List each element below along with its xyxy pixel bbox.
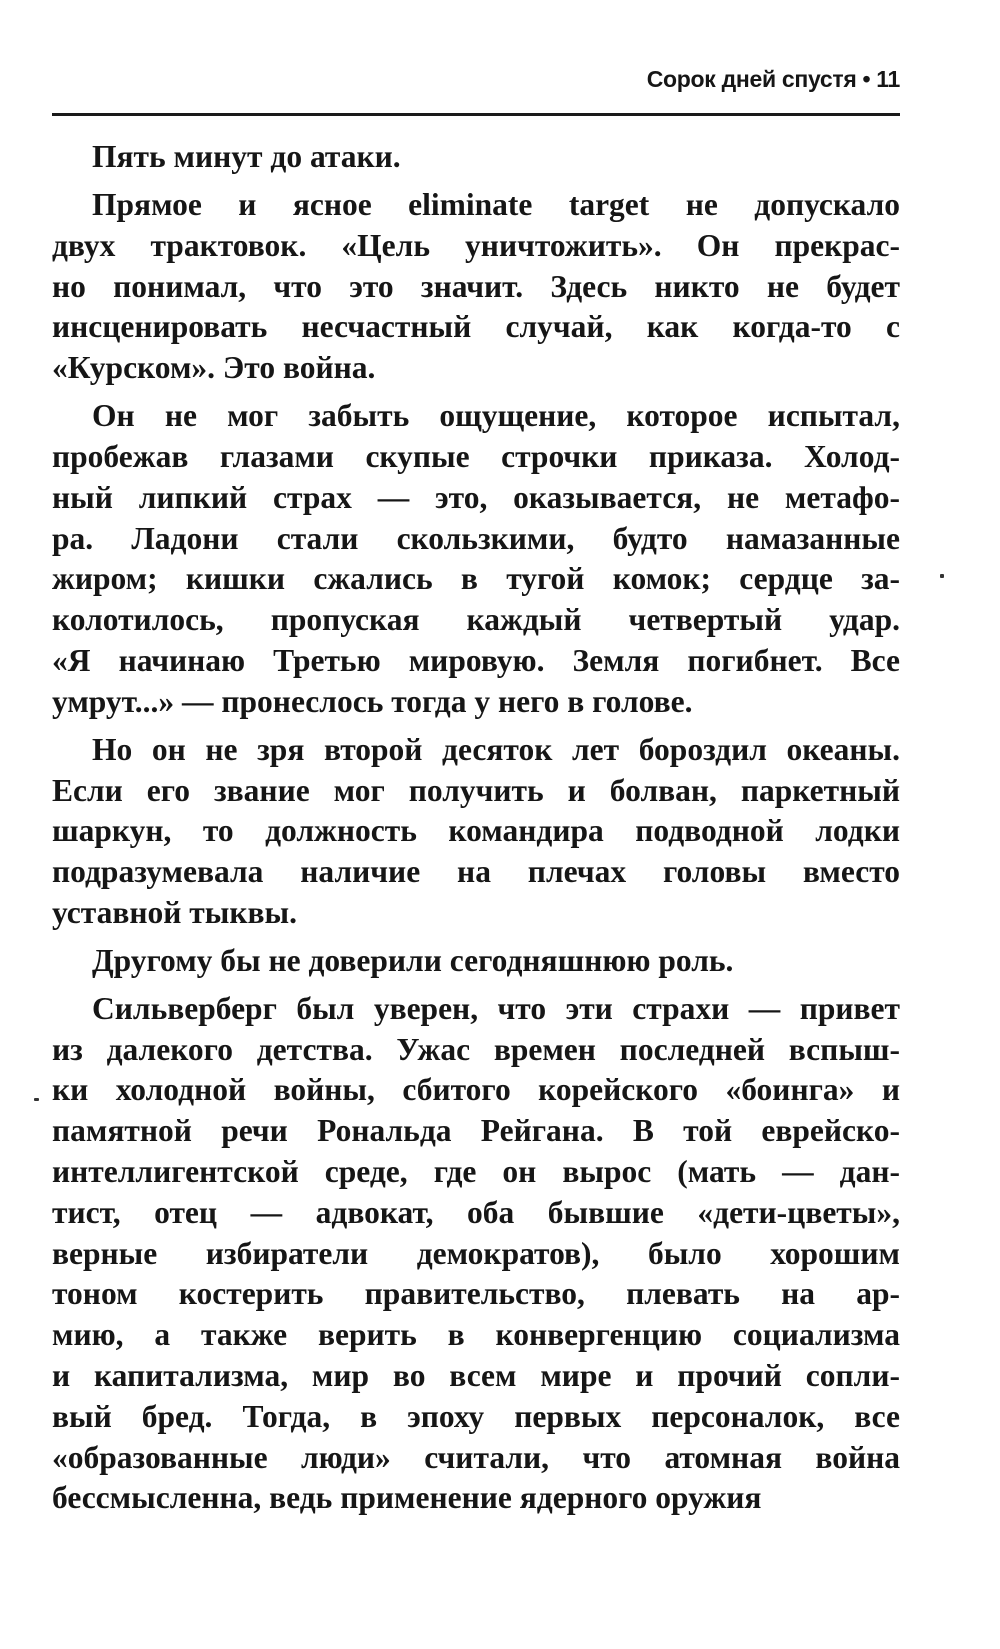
body-text bbox=[52, 137, 900, 1526]
text-line: «образованные люди» считали, что атомная война bbox=[52, 1439, 900, 1475]
text-line: уставной тыквы. bbox=[52, 894, 298, 930]
text-line: Прямое и ясное eliminate target не допускало bbox=[92, 186, 900, 222]
paragraph bbox=[52, 730, 900, 934]
header-separator: • bbox=[862, 66, 871, 92]
text-line: жиром; кишки сжались в тугой комок; сердце за- bbox=[52, 561, 900, 597]
text-line: ра. Ладони стали скользкими, будто намазанные bbox=[52, 520, 900, 556]
text-line: из далекого детства. Ужас времен последней вспыш- bbox=[52, 1031, 900, 1067]
text-line: мию, а также верить в конвергенцию социализма bbox=[52, 1317, 900, 1353]
text-line: Он не мог забыть ощущение, которое испытал, bbox=[92, 398, 900, 434]
running-header bbox=[52, 66, 900, 93]
text-line: подразумевала наличие на плечах головы вместо bbox=[52, 854, 900, 890]
text-line: и капитализма, мир во всем мире и прочий сопли- bbox=[52, 1358, 900, 1394]
paragraph bbox=[52, 989, 900, 1519]
text-line: Если его звание мог получить и болван, паркетный bbox=[52, 772, 900, 808]
text-line: умрут...» — пронеслось тогда у него в голове. bbox=[52, 683, 693, 719]
text-line: Другому бы не доверили сегодняшнюю роль. bbox=[92, 942, 734, 978]
paragraph bbox=[52, 185, 900, 389]
paragraph bbox=[52, 396, 900, 722]
paragraph bbox=[52, 941, 900, 982]
page-number: 11 bbox=[876, 66, 900, 92]
paragraph bbox=[52, 137, 900, 178]
text-line: памятной речи Рональда Рейгана. В той еврейско- bbox=[52, 1113, 900, 1149]
text-line: тист, отец — адвокат, оба бывшие «дети-цветы», bbox=[52, 1194, 900, 1230]
text-line: бессмысленна, ведь применение ядерного оружия bbox=[52, 1480, 762, 1516]
text-line: ки холодной войны, сбитого корейского «боинга» и bbox=[52, 1072, 900, 1108]
text-line: Но он не зря второй десяток лет бороздил океаны. bbox=[92, 731, 900, 767]
text-line: интеллигентской среде, где он вырос (мать — дан- bbox=[52, 1154, 900, 1190]
text-line: Сильверберг был уверен, что эти страхи — привет bbox=[92, 990, 900, 1026]
text-line: Пять минут до атаки. bbox=[92, 139, 401, 174]
text-line: двух трактовок. «Цель уничтожить». Он прекрас- bbox=[52, 227, 900, 263]
print-speck bbox=[940, 574, 944, 578]
print-speck bbox=[34, 1098, 39, 1101]
text-line: инсценировать несчастный случай, как когда-то с bbox=[52, 309, 900, 345]
text-line: пробежав глазами скупые строчки приказа. Холод- bbox=[52, 438, 900, 474]
text-line: вый бред. Тогда, в эпоху первых персоналок, все bbox=[52, 1398, 900, 1434]
text-line: «Я начинаю Третью мировую. Земля погибнет. Все bbox=[52, 642, 900, 678]
text-line: верные избиратели демократов), было хорошим bbox=[52, 1235, 900, 1271]
running-header-title: Сорок дней спустя bbox=[646, 66, 857, 92]
header-rule bbox=[52, 113, 900, 116]
text-line: но понимал, что это значит. Здесь никто не будет bbox=[52, 268, 900, 304]
text-line: «Курском». Это война. bbox=[52, 350, 376, 386]
text-line: тоном костерить правительство, плевать на ар- bbox=[52, 1276, 900, 1312]
text-line: колотилось, пропуская каждый четвертый удар. bbox=[52, 602, 900, 638]
text-line: ный липкий страх — это, оказывается, не метафо- bbox=[52, 479, 900, 515]
text-line: шаркун, то должность командира подводной лодки bbox=[52, 813, 900, 849]
